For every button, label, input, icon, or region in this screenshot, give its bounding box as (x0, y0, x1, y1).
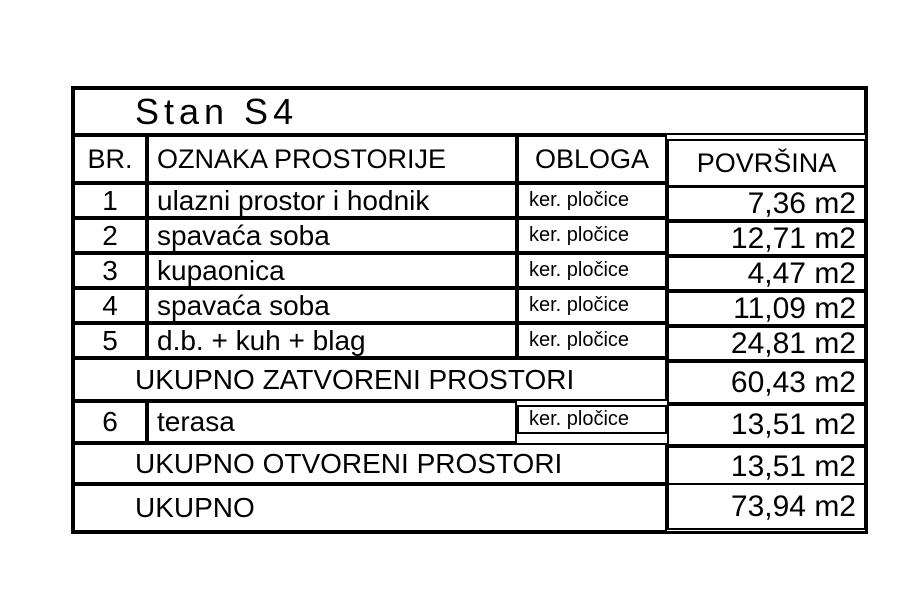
area-cell: 11,09 m2 (667, 291, 866, 326)
area-cell: 7,36 m2 (667, 186, 866, 221)
row-number-cell: 5 (73, 323, 147, 358)
room-name-cell: kupaonica (147, 253, 517, 288)
col-header-povrsina: POVRŠINA (667, 139, 866, 187)
total-label-cell: UKUPNO (73, 484, 667, 532)
col-header-br: BR. (73, 135, 147, 183)
area-cell: 4,47 m2 (667, 256, 866, 291)
summary-closed-label-cell: UKUPNO ZATVORENI PROSTORI (73, 358, 667, 401)
total-area-cell: 73,94 m2 (667, 483, 866, 530)
area-cell: 13,51 m2 (667, 404, 866, 446)
table-title: Stan S4 (73, 88, 866, 135)
flooring-cell: ker. pločice (517, 323, 667, 358)
room-name-cell: terasa (147, 401, 517, 443)
area-cell: 24,81 m2 (667, 326, 866, 361)
room-name-cell: spavaća soba (147, 218, 517, 253)
summary-open-area-cell: 13,51 m2 (667, 446, 866, 487)
flooring-cell: ker. pločice (517, 183, 667, 218)
row-number-cell: 6 (73, 401, 147, 443)
col-header-obloga: OBLOGA (517, 135, 667, 183)
row-number-cell: 4 (73, 288, 147, 323)
row-number-cell: 3 (73, 253, 147, 288)
room-name-cell: d.b. + kuh + blag (147, 323, 517, 358)
room-name-cell: spavaća soba (147, 288, 517, 323)
row-number-cell: 1 (73, 183, 147, 218)
flooring-cell: ker. pločice (517, 288, 667, 323)
col-header-oznaka: OZNAKA PROSTORIJE (147, 135, 517, 183)
flooring-cell: ker. pločice (517, 405, 667, 434)
summary-closed-area-cell: 60,43 m2 (667, 361, 866, 404)
area-cell: 12,71 m2 (667, 221, 866, 256)
row-number-cell: 2 (73, 218, 147, 253)
flooring-cell: ker. pločice (517, 218, 667, 253)
summary-open-label-cell: UKUPNO OTVORENI PROSTORI (73, 443, 667, 484)
flooring-cell: ker. pločice (517, 253, 667, 288)
room-name-cell: ulazni prostor i hodnik (147, 183, 517, 218)
